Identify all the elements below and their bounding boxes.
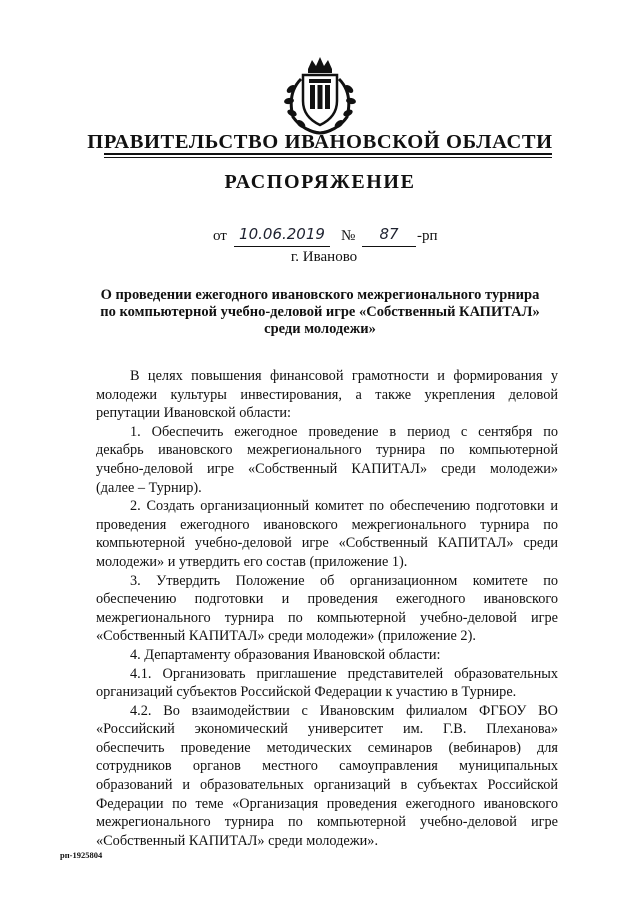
text-line: компьютерной учебно-деловой игре «Собственный КАПИТАЛ» среди: [96, 535, 558, 552]
text-line: «Российский экономический университет им. Г.В. Плеханова»: [96, 721, 558, 738]
date-underline: [234, 246, 330, 247]
subject-line: по компьютерной учебно-деловой игре «Собственный КАПИТАЛ»: [100, 304, 540, 320]
text-line: молодежи» и утвердить его состав (приложение 1).: [96, 553, 408, 570]
subject-line: О проведении ежегодного ивановского межрегионального турнира: [100, 287, 540, 303]
text-line: 1. Обеспечить ежегодное проведение в период с сентября по: [130, 423, 558, 440]
document-subject: [90, 287, 550, 338]
text-line: учебно-деловой игре «Собственный КАПИТАЛ» среди молодежи»: [96, 460, 558, 477]
subject-line: среди молодежи»: [264, 321, 376, 337]
text-line: Федерации по теме «Организация проведения ежегодного ивановского: [96, 795, 558, 812]
text-line: молодежи культуры инвестирования, а также укрепления деловой: [96, 386, 558, 403]
paragraph-item-4-2: [96, 702, 558, 851]
city: г. Иваново: [290, 249, 358, 265]
title-rule: [104, 153, 552, 155]
paragraph-item-4-1: [96, 665, 558, 702]
text-line: репутации Ивановской области:: [96, 405, 291, 422]
text-line: 4.1. Организовать приглашение представителей образовательных: [130, 665, 558, 682]
title-rule-thin: [104, 157, 552, 158]
document-type: РАСПОРЯЖЕНИЕ: [224, 171, 416, 193]
text-line: сотрудников органов местного самоуправления муниципальных: [96, 758, 558, 775]
text-line: обеспечить проведение методических семинаров (вебинаров) для: [96, 739, 558, 756]
text-line: «Собственный КАПИТАЛ» среди молодежи» (приложение 2).: [96, 628, 476, 645]
number-underline: [362, 246, 416, 247]
text-line: «Собственный КАПИТАЛ» среди молодежи».: [96, 832, 379, 849]
text-line: 4. Департаменту образования Ивановской области:: [130, 646, 441, 663]
government-title: ПРАВИТЕЛЬСТВО ИВАНОВСКОЙ ОБЛАСТИ: [87, 131, 553, 153]
text-line: межрегионального турнира по компьютерной учебно-деловой игре: [96, 814, 558, 831]
text-line: декабрь ивановского межрегионального турнира по компьютерной: [96, 442, 558, 459]
text-line: 2. Создать организационный комитет по обеспечению подготовки и: [130, 498, 558, 515]
paragraph-item-3: [96, 572, 558, 646]
text-line: обеспечению подготовки и проведения ежегодного ивановского: [96, 591, 558, 608]
date-value: 10.06.2019: [239, 225, 325, 243]
number-value: 87: [379, 225, 399, 243]
coat-of-arms-icon: [281, 55, 359, 137]
text-line: 4.2. Во взаимодействии с Ивановским филиалом ФГБОУ ВО: [130, 702, 558, 719]
date-prefix: от: [213, 228, 227, 244]
document-code: рп-1925804: [60, 850, 103, 860]
text-line: 3. Утвердить Положение об организационном комитете по: [130, 572, 558, 589]
text-line: организаций субъектов Российской Федерации к участию в Турнире.: [96, 684, 517, 701]
paragraph-item-4: [96, 646, 558, 665]
text-line: (далее – Турнир).: [96, 479, 202, 496]
text-line: межрегионального турнира по компьютерной учебно-деловой игре: [96, 609, 558, 626]
text-line: образований и образовательных организаций в субъектах Российской: [96, 777, 558, 794]
paragraph-item-1: [96, 423, 558, 497]
number-suffix: -рп: [417, 228, 438, 244]
text-line: В целях повышения финансовой грамотности и формирования у: [130, 368, 558, 384]
number-label: №: [341, 228, 356, 244]
paragraph-preamble: [96, 367, 558, 423]
text-line: проведения ежегодного ивановского межрегионального турнира по: [96, 516, 558, 533]
paragraph-item-2: [96, 497, 558, 571]
document-body: [96, 367, 558, 850]
